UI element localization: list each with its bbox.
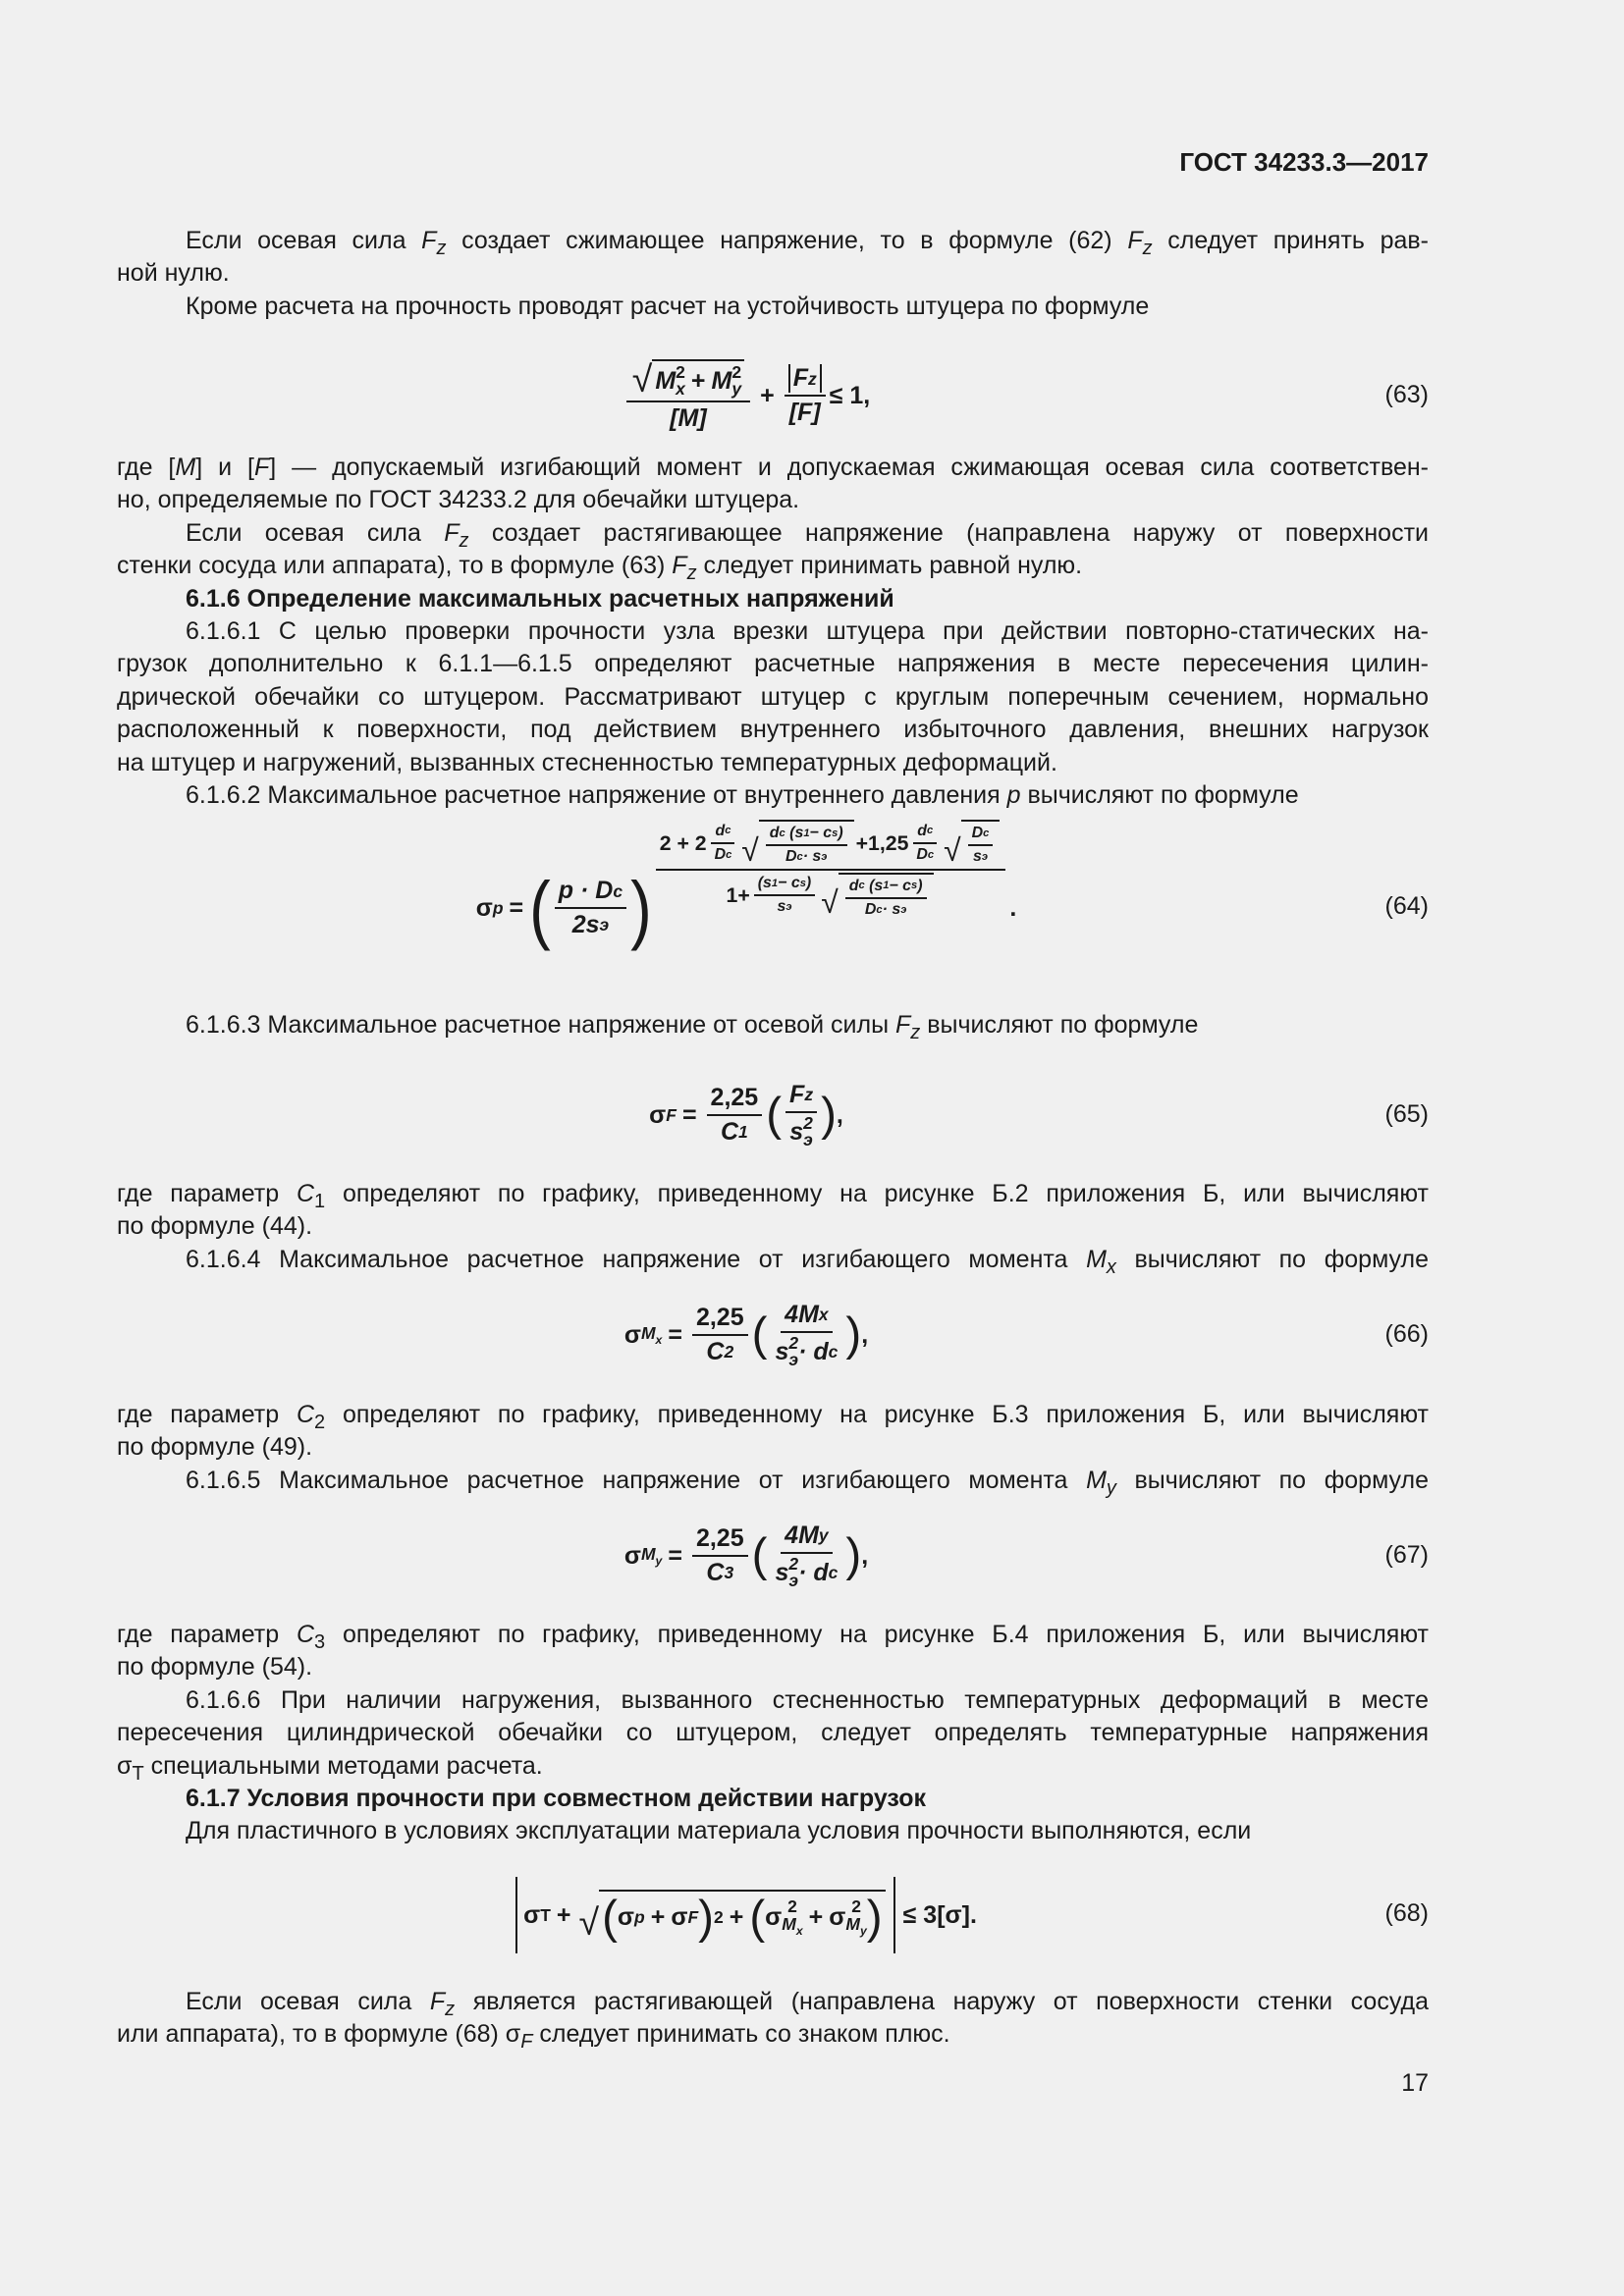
- text-segment: следует принимать со знаком плюс.: [532, 2020, 950, 2049]
- text-line: [117, 1986, 1429, 2018]
- var: M: [655, 366, 677, 395]
- var: − c: [889, 877, 912, 894]
- sub: 1: [771, 877, 779, 889]
- sub: э: [599, 915, 610, 935]
- den: 2s: [571, 911, 600, 938]
- coefficient: 2,25: [707, 1084, 763, 1116]
- text-segment: 3: [314, 1631, 326, 1653]
- paren: (: [751, 1308, 768, 1362]
- var: D: [916, 845, 928, 863]
- sub: c: [927, 848, 935, 861]
- paren: ): [821, 1089, 837, 1142]
- var: d: [848, 877, 859, 894]
- sub: M: [845, 1913, 860, 1934]
- text-segment: M: [175, 454, 196, 481]
- text-segment: 6.1.6.6 При наличии нагружения, вызванного стесненностью температурных деформаций в месте: [186, 1685, 1429, 1714]
- paren: ): [698, 1891, 714, 1944]
- term: 2 + 2: [659, 830, 707, 855]
- sub: c: [983, 827, 990, 839]
- text-line: [117, 779, 1429, 812]
- text-line: [117, 1009, 1429, 1041]
- text-segment: где [: [117, 454, 176, 481]
- text-segment: y: [1106, 1476, 1116, 1499]
- sub: э: [900, 903, 907, 916]
- sub: э: [981, 851, 988, 864]
- var: d: [917, 822, 928, 839]
- text-segment: где параметр: [117, 1621, 297, 1648]
- section-heading: 6.1.6 Определение максимальных расчетных напряжений: [186, 584, 894, 613]
- var: · s: [882, 900, 901, 918]
- paren: (: [751, 1529, 768, 1582]
- formula-65: [117, 1070, 1376, 1160]
- op: +: [729, 1903, 744, 1932]
- text-block-7: [117, 1986, 1429, 2052]
- text-segment: определяют по графику, приведенному на рисунке Б.3 приложения Б, или вычисляют: [325, 1401, 1429, 1428]
- var: F: [789, 1081, 805, 1109]
- text-segment: определяют по графику, приведенному на рисунке Б.4 приложения Б, или вычисляют: [325, 1621, 1429, 1648]
- var: 4M: [785, 1301, 819, 1329]
- text-segment: Кроме расчета на прочность проводят расчет на устойчивость штуцера по формуле: [186, 292, 1150, 320]
- var: s: [972, 848, 982, 866]
- sub: x: [676, 379, 685, 400]
- text-segment: но, определяемые по ГОСТ 34233.2 для обечайки штуцера.: [117, 486, 800, 514]
- text-line: [117, 1717, 1429, 1749]
- paren: (: [749, 1891, 766, 1944]
- text-segment: z: [686, 562, 697, 585]
- sub: c: [613, 881, 623, 901]
- sub: 1: [738, 1122, 748, 1143]
- text-segment: σ: [117, 1751, 133, 1780]
- formula-66: [117, 1290, 1376, 1380]
- sigma: σ: [523, 1900, 541, 1929]
- var: (s: [757, 875, 772, 892]
- op: +: [808, 1903, 824, 1932]
- text-segment: F: [672, 552, 687, 580]
- text-segment: где параметр: [117, 1180, 297, 1207]
- op: +: [650, 1903, 666, 1932]
- var: 4M: [785, 1522, 819, 1550]
- sub: c: [858, 880, 865, 892]
- sub: 1: [883, 880, 890, 892]
- text-line: [117, 1619, 1429, 1651]
- sigma: σ: [617, 1903, 635, 1932]
- document-code-header: ГОСТ 34233.3—2017: [1179, 147, 1429, 177]
- var: · d: [798, 1338, 829, 1365]
- formula-64: σ p = ( p · D c 2s э ) 2 + 2 d c D c √ d c (s 1 − c s ) D c · s э +1,25 d c D c √ D c s э 1+ (s 1 − c s ) s э √ d c (s 1 − c s ) D c · s э .: [117, 820, 1376, 996]
- formula-number-66: (66): [1384, 1320, 1429, 1348]
- exp: 2: [676, 361, 685, 382]
- text-line: [117, 1783, 1429, 1815]
- sigma: σ: [671, 1903, 688, 1932]
- sub: M: [640, 1544, 656, 1565]
- var: · s: [802, 848, 822, 866]
- var: d: [769, 825, 780, 841]
- sub: M: [782, 1913, 796, 1934]
- var: s: [775, 1338, 789, 1365]
- text-segment: F: [520, 2031, 533, 2054]
- sub: y: [655, 1553, 663, 1568]
- formula-63: √ M 2 x + M 2 y [M] + F z [F] ≤ 1,: [117, 351, 1376, 440]
- sub: y: [818, 1525, 829, 1546]
- text-line: [117, 1431, 1429, 1464]
- sub: x: [655, 1332, 663, 1347]
- text-line: [117, 1815, 1429, 1847]
- comma: ,: [861, 1541, 869, 1570]
- formula-number-63: (63): [1384, 381, 1429, 408]
- text-segment: z: [459, 529, 469, 552]
- text-segment: следует принимать равной нулю.: [696, 552, 1083, 580]
- sub: c: [796, 851, 803, 864]
- paren: ): [845, 1308, 862, 1362]
- inequality-tail: ≤ 1,: [829, 381, 871, 409]
- paren: ): [630, 865, 652, 951]
- text-line: [117, 291, 1429, 323]
- text-line: [117, 1465, 1429, 1497]
- num: p · D: [558, 877, 614, 905]
- sub: э: [788, 1571, 799, 1591]
- text-segment: Для пластичного в условиях эксплуатации материала условия прочности выполняются, если: [186, 1817, 1252, 1845]
- text-segment: ] — допускаемый изгибающий момент и допускаемая сжимающая осевая сила соответствен-: [269, 454, 1429, 481]
- sub: M: [640, 1323, 656, 1344]
- paren: ): [866, 1891, 883, 1944]
- text-line: [117, 1210, 1429, 1243]
- sigma: σ: [829, 1903, 846, 1932]
- text-segment: на штуцер и нагружений, вызванных стесненностью температурных деформаций.: [117, 748, 1057, 776]
- text-segment: F: [421, 227, 437, 254]
- sub: э: [788, 1350, 799, 1370]
- text-segment: F: [444, 518, 460, 547]
- text-line: [117, 2018, 1429, 2054]
- text-line: [117, 1244, 1429, 1276]
- sub: c: [779, 827, 785, 839]
- formula-number-64: (64): [1384, 892, 1429, 920]
- var: − c: [809, 825, 833, 841]
- text-segment: следует принять рав-: [1152, 227, 1430, 254]
- paren: (: [529, 865, 551, 951]
- var: C: [720, 1118, 739, 1146]
- sub: x: [795, 1923, 803, 1938]
- paren: ): [805, 875, 812, 892]
- text-segment: p: [1006, 780, 1021, 809]
- text-block-2: [117, 452, 1429, 812]
- var: C: [706, 1559, 725, 1586]
- text-segment: C: [296, 1401, 315, 1428]
- text-block-1: [117, 225, 1429, 323]
- text-line: [117, 714, 1429, 746]
- sub: p: [492, 897, 504, 918]
- sub: c: [726, 848, 732, 861]
- var: (s: [869, 877, 884, 894]
- paren: ): [845, 1529, 862, 1582]
- text-segment: Если осевая сила: [186, 1988, 430, 2015]
- text-segment: σ: [505, 2020, 521, 2049]
- sub: x: [818, 1305, 829, 1325]
- text-segment: создает растягивающее напряжение (направлена наружу от поверхности: [468, 518, 1429, 547]
- formula-number-68: (68): [1384, 1899, 1429, 1927]
- sub: z: [804, 1085, 814, 1105]
- text-segment: 1: [314, 1191, 326, 1212]
- term: +1,25: [855, 830, 909, 855]
- sigma: σ: [475, 893, 493, 922]
- text-line: [117, 550, 1429, 585]
- text-segment: определяют по графику, приведенному на рисунке Б.2 приложения Б, или вычисляют: [325, 1180, 1429, 1207]
- text-line: [117, 1651, 1429, 1683]
- sub: э: [803, 1130, 813, 1150]
- text-segment: T: [132, 1762, 144, 1785]
- formula-number-65: (65): [1384, 1100, 1429, 1128]
- denominator: [F]: [788, 399, 821, 426]
- var: C: [706, 1338, 725, 1365]
- exp: 2: [731, 361, 742, 382]
- text-segment: Если осевая сила: [186, 518, 445, 547]
- sub: s: [911, 880, 918, 892]
- var: · d: [798, 1559, 829, 1586]
- sub: s: [832, 827, 839, 839]
- text-segment: ной нулю.: [117, 259, 230, 288]
- text-line: [117, 1178, 1429, 1210]
- text-line: [117, 681, 1429, 714]
- text-segment: 6.1.6.4 Максимальное расчетное напряжение от изгибающего момента: [186, 1245, 1087, 1273]
- text-line: [117, 648, 1429, 680]
- text-segment: M: [1086, 1245, 1107, 1273]
- comma: ,: [836, 1100, 843, 1129]
- sub: c: [876, 903, 883, 916]
- text-segment: 2: [314, 1412, 326, 1433]
- text-segment: по формуле (44).: [117, 1212, 313, 1241]
- text-segment: по формуле (49).: [117, 1433, 313, 1462]
- text-segment: 6.1.6.3 Максимальное расчетное напряжение от осевой силы: [186, 1011, 895, 1039]
- text-segment: вычисляют по формуле: [1115, 1466, 1429, 1494]
- var: D: [714, 845, 727, 863]
- exp: 2: [803, 1112, 813, 1133]
- text-segment: специальными методами расчета.: [143, 1751, 543, 1780]
- var: s: [775, 1559, 789, 1586]
- sub: 3: [724, 1563, 734, 1583]
- text-segment: z: [436, 238, 447, 259]
- text-segment: грузок дополнительно к 6.1.1—6.1.5 определяют расчетные напряжения в месте пересечения цилин-: [117, 650, 1429, 678]
- text-segment: пересечения цилиндрической обечайки со штуцером, следует определять температурные напряжения: [117, 1719, 1429, 1747]
- sub: 2: [724, 1342, 734, 1362]
- sub: c: [828, 1563, 839, 1583]
- var: F: [792, 364, 808, 393]
- var: (s: [789, 825, 804, 841]
- text-segment: или аппарата), то в формуле (68): [117, 2020, 506, 2049]
- text-line: [117, 747, 1429, 779]
- text-line: [117, 257, 1429, 290]
- text-line: [117, 583, 1429, 615]
- text-segment: стенки сосуда или аппарата), то в формуле (63): [117, 552, 673, 580]
- coefficient: 2,25: [692, 1524, 748, 1557]
- sub: p: [634, 1907, 645, 1928]
- exp: 2: [851, 1896, 861, 1917]
- text-segment: Если осевая сила: [186, 227, 422, 254]
- text-line: [117, 452, 1429, 484]
- text-segment: 6.1.6.5 Максимальное расчетное напряжение от изгибающего момента: [186, 1466, 1087, 1494]
- text-segment: дрической обечайки со штуцером. Рассматривают штуцер с круглым поперечным сечением, нормально: [117, 682, 1429, 711]
- term: 1+: [726, 883, 750, 908]
- sigma: σ: [623, 1320, 641, 1349]
- sub: c: [927, 825, 934, 837]
- sigma: σ: [649, 1100, 667, 1129]
- sub: F: [687, 1907, 699, 1928]
- text-line: [117, 484, 1429, 516]
- text-segment: F: [895, 1011, 911, 1039]
- text-line: [117, 1684, 1429, 1717]
- var: D: [971, 825, 984, 841]
- op: =: [668, 1541, 682, 1570]
- text-segment: F: [429, 1988, 446, 2015]
- text-segment: z: [445, 1999, 456, 2020]
- sub: T: [540, 1904, 551, 1925]
- text-block-5: [117, 1399, 1429, 1497]
- op: +: [556, 1900, 571, 1929]
- text-line: [117, 517, 1429, 550]
- text-line: [117, 225, 1429, 257]
- var: D: [864, 900, 877, 918]
- sub: c: [828, 1342, 839, 1362]
- sigma: σ: [765, 1903, 783, 1932]
- op: +: [760, 381, 775, 409]
- paren: ): [917, 877, 923, 894]
- paren: (: [766, 1089, 783, 1142]
- paren: ): [838, 825, 843, 841]
- text-segment: F: [253, 454, 270, 481]
- comma: ,: [861, 1320, 869, 1349]
- formula-67: [117, 1511, 1376, 1601]
- var: d: [715, 822, 726, 839]
- text-segment: создает сжимающее напряжение, то в формуле (62): [446, 227, 1128, 254]
- text-segment: 6.1.6.2 Максимальное расчетное напряжение от внутреннего давления: [186, 780, 1007, 809]
- var: − c: [778, 875, 800, 892]
- text-line: [117, 615, 1429, 648]
- text-segment: ] и [: [195, 454, 254, 481]
- sub: y: [731, 379, 742, 400]
- sub: э: [821, 851, 828, 864]
- text-segment: по формуле (54).: [117, 1653, 313, 1682]
- page-number: 17: [1401, 2069, 1429, 2097]
- text-block-3: [117, 1009, 1429, 1041]
- text-segment: x: [1106, 1255, 1116, 1278]
- exp: 2: [713, 1907, 724, 1928]
- op: +: [690, 366, 706, 395]
- text-segment: F: [1127, 227, 1143, 254]
- section-heading: 6.1.7 Условия прочности при совместном действии нагрузок: [186, 1784, 927, 1812]
- text-segment: вычисляют по формуле: [1115, 1245, 1429, 1273]
- text-segment: 6.1.6.1 С целью проверки прочности узла врезки штуцера при действии повторно-статических на-: [186, 616, 1429, 645]
- text-block-4: [117, 1178, 1429, 1276]
- text-segment: является растягивающей (направлена наружу от поверхности стенки сосуда: [455, 1988, 1429, 2015]
- sub: s: [799, 877, 806, 889]
- coefficient: 2,25: [692, 1304, 748, 1336]
- text-segment: z: [1142, 238, 1153, 259]
- var: s: [777, 898, 786, 916]
- text-line: [117, 1750, 1429, 1783]
- sigma: σ: [623, 1541, 641, 1570]
- text-segment: C: [296, 1621, 315, 1648]
- text-segment: вычисляют по формуле: [920, 1011, 1199, 1039]
- text-segment: где параметр: [117, 1401, 297, 1428]
- formula-number-67: (67): [1384, 1541, 1429, 1569]
- text-segment: C: [296, 1180, 315, 1207]
- text-segment: расположенный к поверхности, под действием внутреннего избыточного давления, внешних нагрузок: [117, 716, 1429, 744]
- op: =: [681, 1100, 697, 1129]
- sub: c: [725, 825, 731, 837]
- sub: э: [785, 901, 792, 914]
- denominator: [M]: [670, 403, 707, 432]
- text-line: [117, 1399, 1429, 1431]
- op: =: [509, 893, 524, 922]
- text-segment: вычисляют по формуле: [1020, 780, 1299, 809]
- var: D: [785, 848, 797, 866]
- sub: 1: [803, 827, 810, 839]
- exp: 2: [788, 1553, 799, 1574]
- sub: z: [807, 368, 817, 389]
- text-block-6: [117, 1619, 1429, 1848]
- var: s: [789, 1118, 804, 1146]
- period: .: [1009, 893, 1017, 922]
- var: M: [711, 366, 732, 395]
- text-segment: z: [910, 1022, 921, 1043]
- formula-68: σ T + √ ( σ p + σ F ) 2 + ( σ 2 $M_x$ + σ 2 $M_y$ ) ≤ 3[σ].: [117, 1870, 1376, 1960]
- paren: (: [602, 1891, 618, 1944]
- exp: 2: [788, 1332, 799, 1353]
- sub: F: [666, 1104, 677, 1125]
- exp: 2: [787, 1896, 797, 1917]
- inequality-tail: ≤ 3[σ].: [902, 1900, 977, 1929]
- sub: y: [859, 1923, 867, 1938]
- op: =: [668, 1320, 682, 1349]
- text-segment: M: [1086, 1466, 1107, 1494]
